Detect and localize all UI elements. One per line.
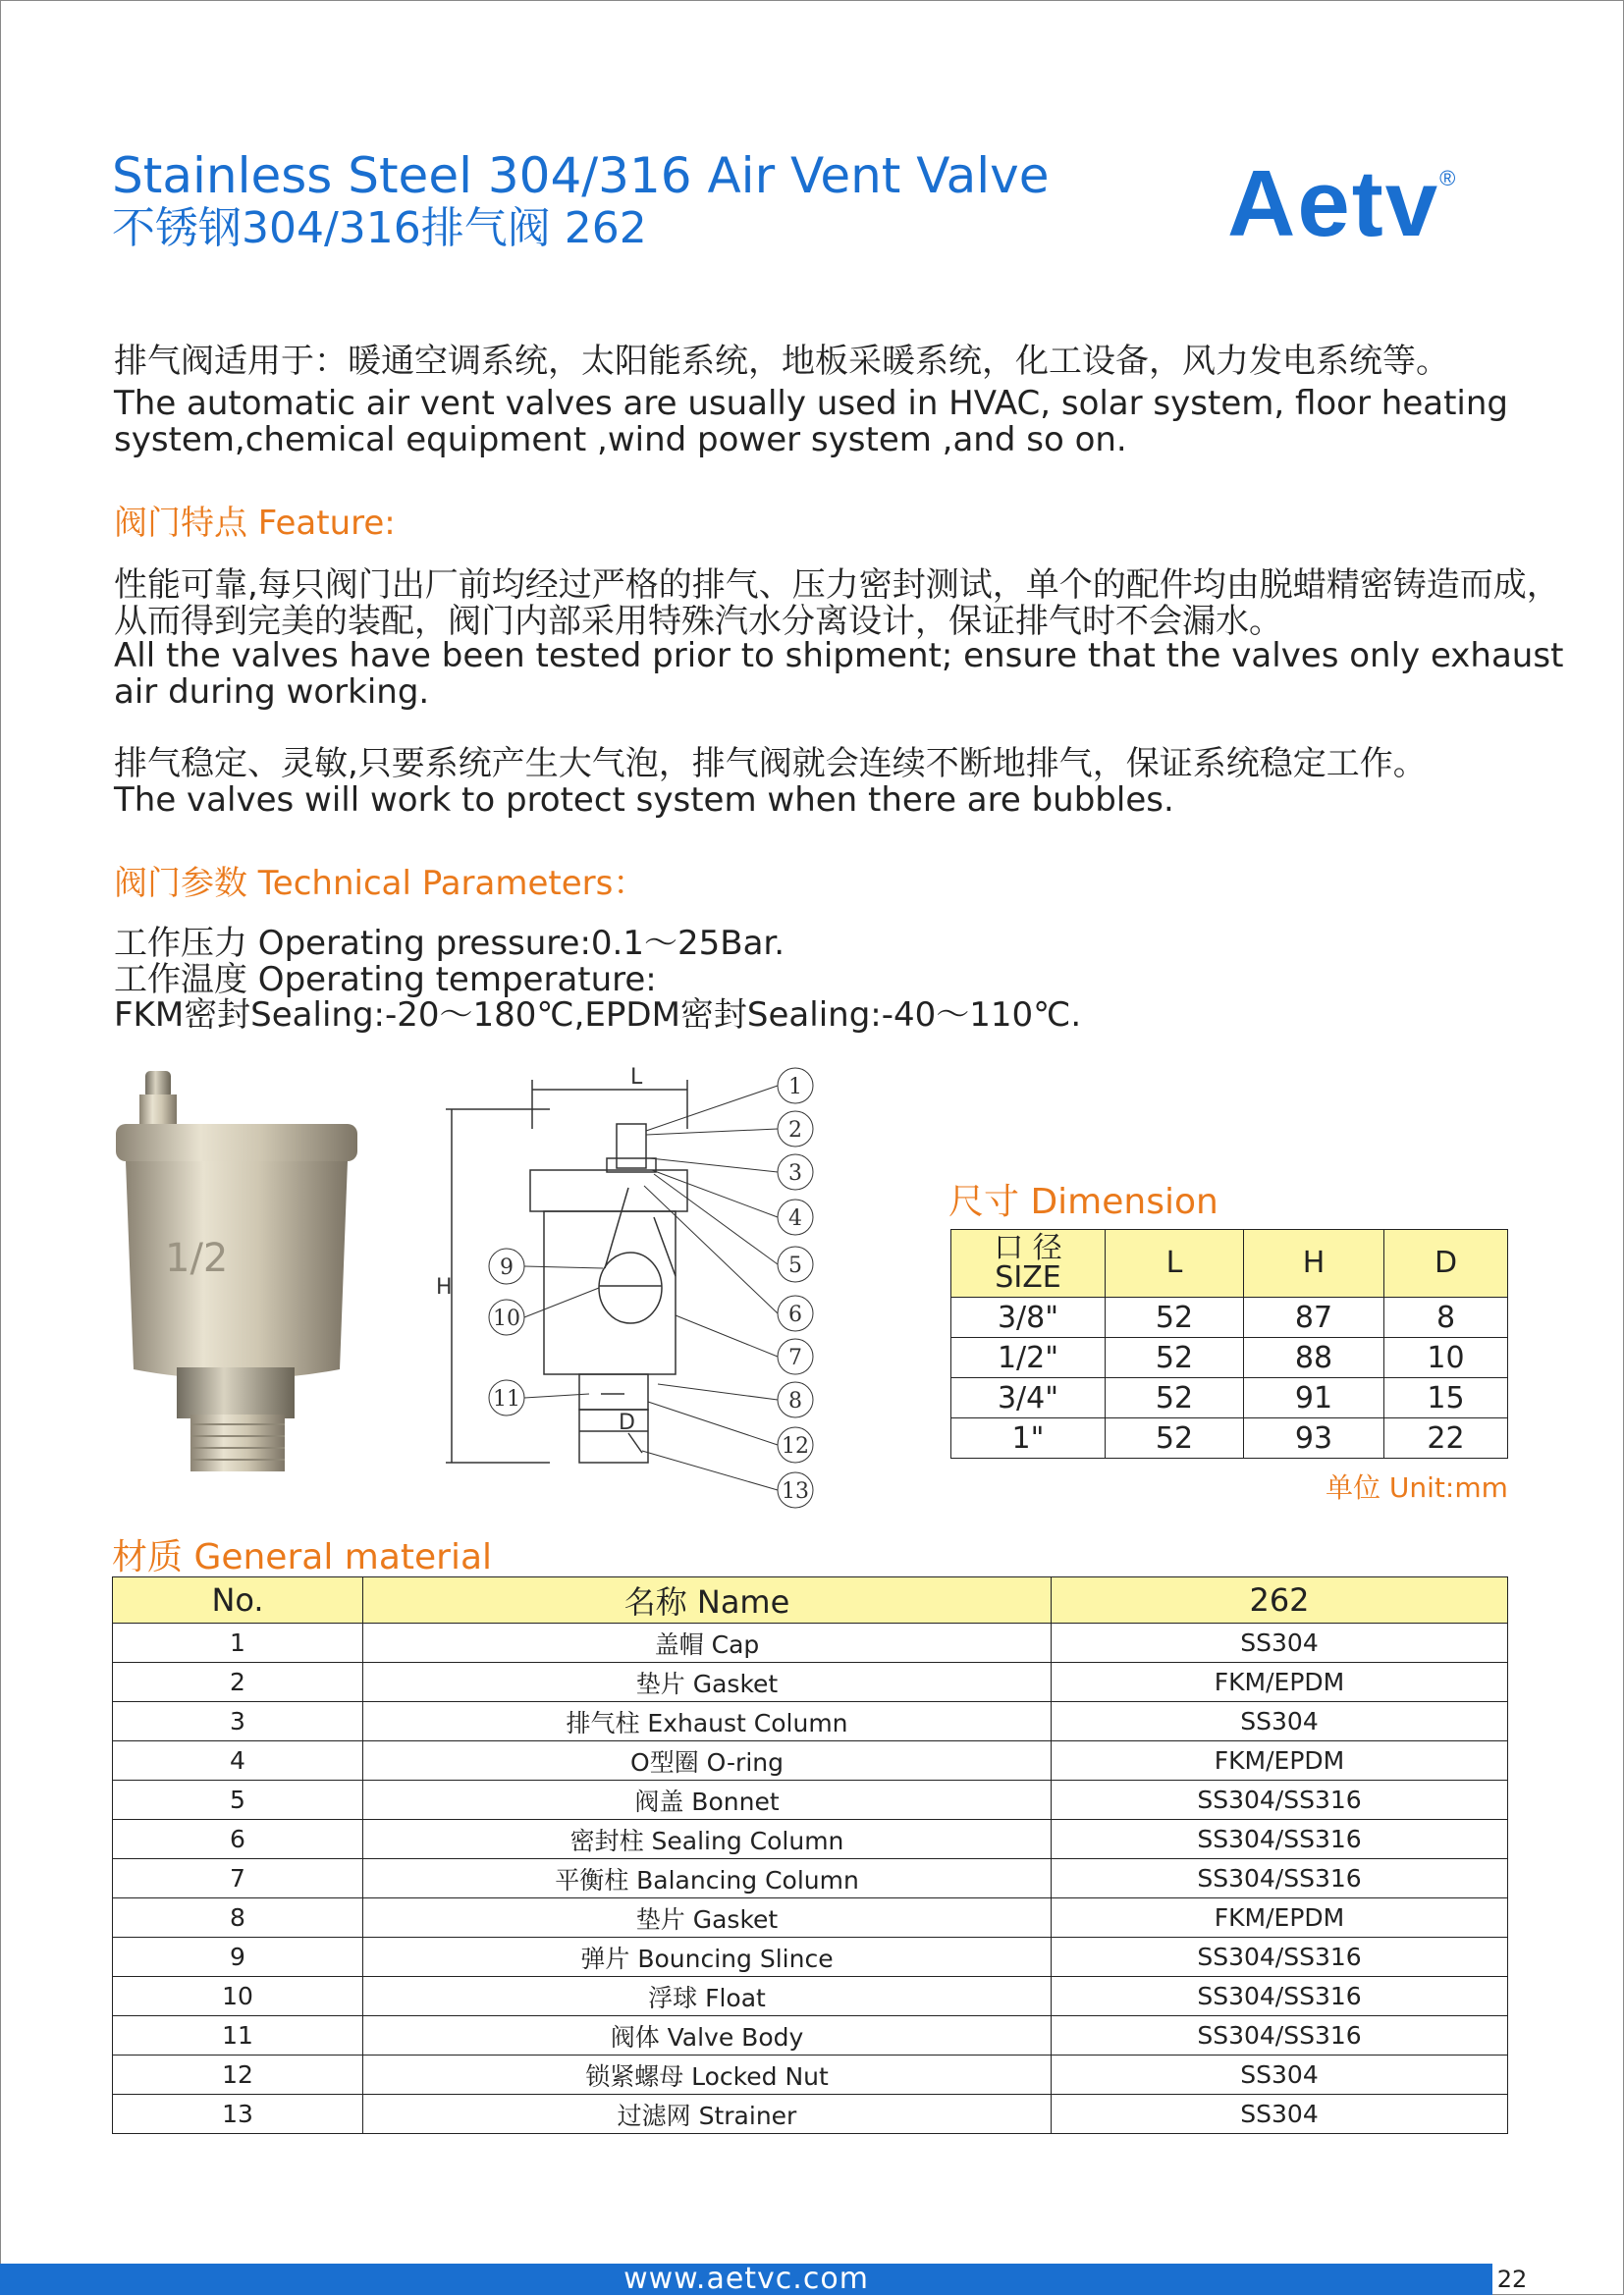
name-cell: 阀盖 Bonnet [363,1781,1052,1820]
material-cell: SS304 [1052,2095,1508,2134]
d-header: D [1384,1230,1508,1298]
model-header: 262 [1052,1577,1508,1624]
temperature-text: 工作温度 Operating temperature: [114,960,657,999]
name-cell: 排气柱 Exhaust Column [363,1702,1052,1741]
feature-cn-2: 从而得到完美的装配，阀门内部采用特殊汽水分离设计，保证排气时不会漏水。 [114,602,1282,641]
callout-4: 4 [788,1206,802,1231]
dim-label-h: H [436,1275,453,1300]
d-cell: 22 [1384,1418,1508,1459]
technical-heading: 阀门参数 Technical Parameters： [114,864,647,903]
intro-cn: 排气阀适用于：暖通空调系统，太阳能系统，地板采暖系统，化工设备，风力发电系统等。 [114,342,1449,381]
callout-5: 5 [788,1254,802,1278]
logo-text: Aetv [1227,151,1440,256]
table-row [951,1378,1508,1418]
no-cell: 1 [113,1624,363,1663]
material-table [112,1576,1508,2134]
h-cell: 87 [1244,1298,1384,1338]
callout-2: 2 [788,1118,802,1143]
d-cell: 15 [1384,1378,1508,1418]
registered-mark: ® [1439,166,1458,190]
name-cell: 弹片 Bouncing Slince [363,1938,1052,1977]
table-row [951,1418,1508,1459]
material-cell: SS304 [1052,2056,1508,2095]
footer-url[interactable]: www.aetvc.com [623,2262,869,2296]
l-header: L [1106,1230,1244,1298]
size-cell: 3/8" [951,1298,1106,1338]
page-title: Stainless Steel 304/316 Air Vent Valve [112,147,1050,204]
table-row [113,1859,1508,1898]
name-cell: 垫片 Gasket [363,1898,1052,1938]
material-cell: SS304/SS316 [1052,2016,1508,2056]
table-row [951,1298,1508,1338]
intro-en-2: system,chemical equipment ,wind power system ,and so on. [114,420,1127,459]
no-cell: 2 [113,1663,363,1702]
dim-label-d: D [619,1411,635,1435]
no-header: No. [113,1577,363,1624]
callout-6: 6 [788,1303,802,1327]
feature-en-2: air during working. [114,672,430,712]
table-row [113,1663,1508,1702]
size-cell: 1" [951,1418,1106,1459]
no-cell: 13 [113,2095,363,2134]
table-row [113,1781,1508,1820]
table-row [951,1338,1508,1378]
brand-logo [1227,147,1458,256]
callout-12: 12 [782,1434,809,1459]
no-cell: 4 [113,1741,363,1781]
name-cell: 锁紧螺母 Locked Nut [363,2056,1052,2095]
name-cell: 密封柱 Sealing Column [363,1820,1052,1859]
no-cell: 11 [113,2016,363,2056]
dimension-header-row [951,1230,1508,1298]
name-cell: 阀体 Valve Body [363,2016,1052,2056]
dimension-title: 尺寸 Dimension [948,1182,1218,1222]
name-cell: O型圈 O-ring [363,1741,1052,1781]
material-cell: FKM/EPDM [1052,1898,1508,1938]
no-cell: 6 [113,1820,363,1859]
callout-13: 13 [782,1479,809,1504]
material-cell: SS304/SS316 [1052,1820,1508,1859]
callout-1: 1 [788,1075,802,1099]
name-cell: 垫片 Gasket [363,1663,1052,1702]
callout-11: 11 [493,1387,520,1412]
name-cell: 盖帽 Cap [363,1624,1052,1663]
size-header-en: SIZE [995,1260,1061,1295]
valve-photo [108,1065,363,1477]
name-cell: 过滤网 Strainer [363,2095,1052,2134]
callout-8: 8 [788,1389,802,1414]
pressure-text: 工作压力 Operating pressure:0.1～25Bar. [114,924,785,963]
h-cell: 93 [1244,1418,1384,1459]
l-cell: 52 [1106,1378,1244,1418]
no-cell: 7 [113,1859,363,1898]
size-cell: 1/2" [951,1338,1106,1378]
feature-heading: 阀门特点 Feature: [114,504,396,543]
material-cell: SS304/SS316 [1052,1977,1508,2016]
l-cell: 52 [1106,1338,1244,1378]
no-cell: 3 [113,1702,363,1741]
material-cell: FKM/EPDM [1052,1741,1508,1781]
name-header: 名称 Name [363,1577,1052,1624]
page-number: 22 [1496,2266,1528,2293]
callout-3: 3 [788,1161,802,1186]
table-row [113,2056,1508,2095]
no-cell: 5 [113,1781,363,1820]
feature-p2-cn: 排气稳定、灵敏,只要系统产生大气泡，排气阀就会连续不断地排气，保证系统稳定工作。 [114,744,1427,783]
material-cell: FKM/EPDM [1052,1663,1508,1702]
table-row [113,1938,1508,1977]
material-cell: SS304 [1052,1702,1508,1741]
no-cell: 8 [113,1898,363,1938]
material-title: 材质 General material [112,1537,493,1577]
d-cell: 10 [1384,1338,1508,1378]
material-cell: SS304/SS316 [1052,1938,1508,1977]
dimension-table [950,1229,1508,1459]
material-header-row [113,1577,1508,1624]
size-header [951,1230,1106,1298]
table-row [113,2016,1508,2056]
callout-9: 9 [500,1255,514,1280]
no-cell: 12 [113,2056,363,2095]
photo-marking: 1/2 [165,1236,229,1281]
feature-en-1: All the valves have been tested prior to shipment; ensure that the valves only exhaust [114,636,1564,675]
table-row [113,1977,1508,2016]
feature-cn-1: 性能可靠,每只阀门出厂前均经过严格的排气、压力密封测试，单个的配件均由脱蜡精密铸造而成， [114,565,1560,605]
table-row [113,2095,1508,2134]
intro-en-1: The automatic air vent valves are usually used in HVAC, solar system, floor heating [114,384,1508,423]
table-row [113,1741,1508,1781]
page-subtitle: 不锈钢304/316排气阀 262 [112,203,647,253]
unit-label: 单位 Unit:mm [1326,1471,1508,1504]
h-header: H [1244,1230,1384,1298]
size-cell: 3/4" [951,1378,1106,1418]
material-cell: SS304 [1052,1624,1508,1663]
d-cell: 8 [1384,1298,1508,1338]
callout-10: 10 [493,1307,520,1331]
h-cell: 88 [1244,1338,1384,1378]
name-cell: 浮球 Float [363,1977,1052,2016]
sealing-text: FKM密封Sealing:-20～180℃,EPDM密封Sealing:-40～110℃. [114,995,1082,1035]
no-cell: 10 [113,1977,363,2016]
h-cell: 91 [1244,1378,1384,1418]
l-cell: 52 [1106,1298,1244,1338]
dim-label-l: L [630,1065,643,1090]
table-row [113,1702,1508,1741]
l-cell: 52 [1106,1418,1244,1459]
table-row [113,1898,1508,1938]
table-row [113,1624,1508,1663]
material-cell: SS304/SS316 [1052,1859,1508,1898]
size-header-cn: 口 径 [994,1231,1062,1265]
callout-7: 7 [788,1346,802,1370]
valve-drawing [432,1060,825,1522]
feature-p2-en: The valves will work to protect system when there are bubbles. [114,780,1174,820]
name-cell: 平衡柱 Balancing Column [363,1859,1052,1898]
no-cell: 9 [113,1938,363,1977]
table-row [113,1820,1508,1859]
material-cell: SS304/SS316 [1052,1781,1508,1820]
